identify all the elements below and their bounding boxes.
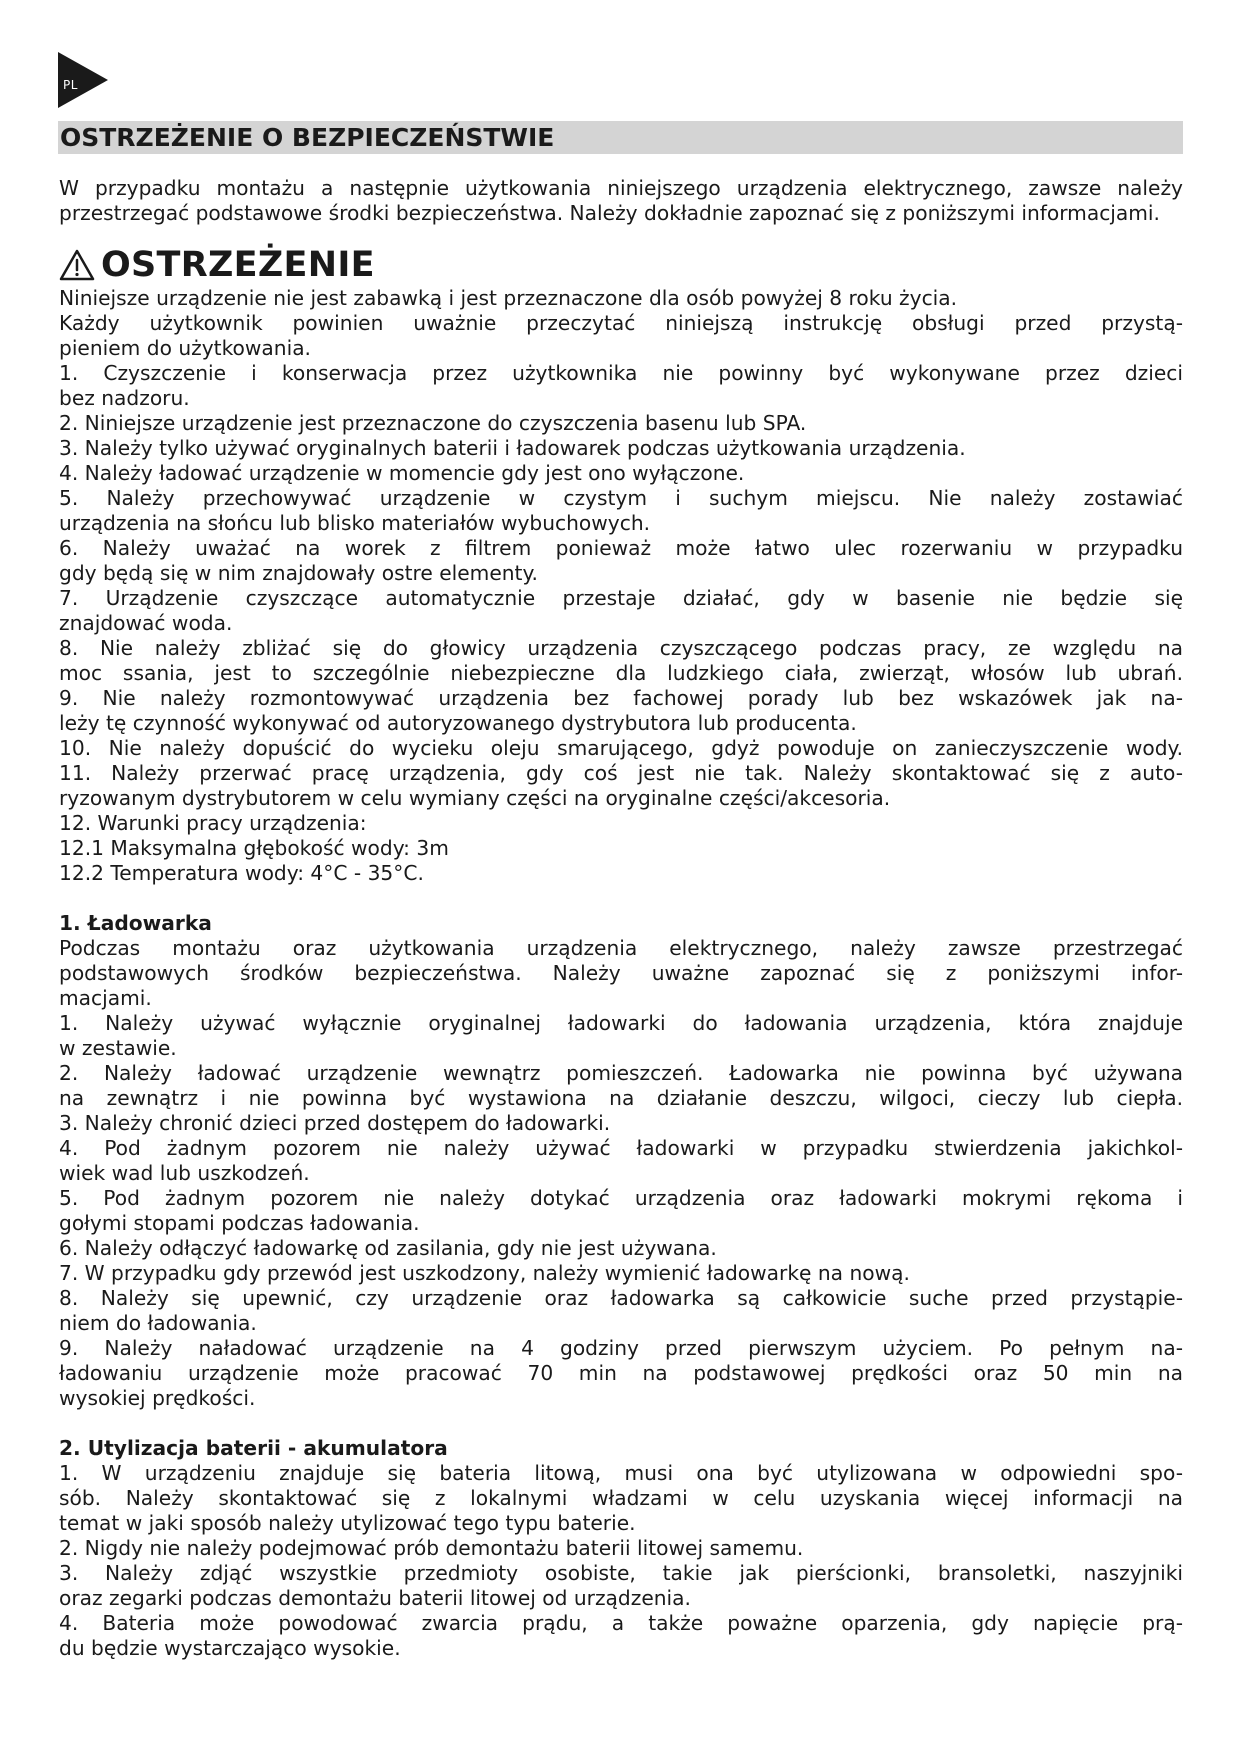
text-line: temat w jaki sposób należy utylizować tego typu baterie. bbox=[59, 1511, 636, 1535]
text-line: Podczas montażu oraz użytkowania urządzenia elektrycznego, należy zawsze przestrzegać bbox=[59, 936, 1183, 960]
text-line: 5. Pod żadnym pozorem nie należy dotykać urządzenia oraz ładowarki mokrymi rękoma i bbox=[59, 1186, 1183, 1210]
text-line: leży tę czynność wykonywać od autoryzowanego dystrybutora lub producenta. bbox=[59, 711, 857, 735]
text-line: wiek wad lub uszkodzeń. bbox=[59, 1161, 310, 1185]
text-line: 12.1 Maksymalna głębokość wody: 3m bbox=[59, 836, 449, 860]
text-line: wysokiej prędkości. bbox=[59, 1386, 256, 1410]
text-line: 7. Urządzenie czyszczące automatycznie przestaje działać, gdy w basenie nie będzie się bbox=[59, 586, 1183, 610]
text-line: 11. Należy przerwać pracę urządzenia, gdy coś jest nie tak. Należy skontaktować się z auto- bbox=[59, 761, 1183, 785]
text-line: sób. Należy skontaktować się z lokalnymi władzami w celu uzyskania więcej informacji na bbox=[59, 1486, 1183, 1510]
text-line: 9. Należy naładować urządzenie na 4 godziny przed pierwszym użyciem. Po pełnym na- bbox=[59, 1336, 1183, 1360]
text-line: 10. Nie należy dopuścić do wycieku oleju smarującego, gdyż powoduje on zanieczyszczenie wody. bbox=[59, 736, 1183, 760]
text-line: 12. Warunki pracy urządzenia: bbox=[59, 811, 367, 835]
text-line: 4. Pod żadnym pozorem nie należy używać ładowarki w przypadku stwierdzenia jakichkol- bbox=[59, 1136, 1183, 1160]
text-line: 2. Należy ładować urządzenie wewnątrz pomieszczeń. Ładowarka nie powinna być używana bbox=[59, 1061, 1183, 1085]
text-line: na zewnątrz i nie powinna być wystawiona na działanie deszczu, wilgoci, cieczy lub ciepła. bbox=[59, 1086, 1183, 1110]
language-label: PL bbox=[63, 78, 78, 92]
text-line: bez nadzoru. bbox=[59, 386, 190, 410]
battery-disposal-list bbox=[59, 1461, 1183, 1661]
document-body bbox=[59, 176, 1183, 1661]
text-line: 8. Należy się upewnić, czy urządzenie oraz ładowarka są całkowicie suche przed przystąpie- bbox=[59, 1286, 1183, 1310]
text-line: moc ssania, jest to szczególnie niebezpieczne dla ludzkiego ciała, zwierząt, włosów lub ubrań. bbox=[59, 661, 1183, 685]
intro-paragraph: W przypadku montażu a następnie użytkowania niniejszego urządzenia elektrycznego, zawsze należy przestrzegać podstawowe środki bezpieczeństwa. Należy dokładnie zapoznać się z poniższymi informacjami. bbox=[59, 176, 1183, 225]
text-line: oraz zegarki podczas demontażu baterii litowej od urządzenia. bbox=[59, 1586, 691, 1610]
text-line: 2. Niniejsze urządzenie jest przeznaczone do czyszczenia basenu lub SPA. bbox=[59, 411, 807, 435]
text-line: 6. Należy odłączyć ładowarkę od zasilania, gdy nie jest używana. bbox=[59, 1236, 717, 1260]
text-line: 2. Nigdy nie należy podejmować prób demontażu baterii litowej samemu. bbox=[59, 1536, 804, 1560]
warning-list bbox=[59, 286, 1183, 886]
text-line: 7. W przypadku gdy przewód jest uszkodzony, należy wymienić ładowarkę na nową. bbox=[59, 1261, 910, 1285]
text-line: macjami. bbox=[59, 986, 152, 1010]
text-line: du będzie wystarczająco wysokie. bbox=[59, 1636, 401, 1660]
text-line: 5. Należy przechowywać urządzenie w czystym i suchym miejscu. Nie należy zostawiać bbox=[59, 486, 1183, 510]
text-line: 1. W urządzeniu znajduje się bateria litową, musi ona być utylizowana w odpowiedni spo- bbox=[59, 1461, 1183, 1485]
text-line: ładowaniu urządzenie może pracować 70 min na podstawowej prędkości oraz 50 min na bbox=[59, 1361, 1183, 1385]
charger-list bbox=[59, 936, 1183, 1411]
text-line: 4. Bateria może powodować zwarcia prądu, a także poważne oparzenia, gdy napięcie prą- bbox=[59, 1611, 1183, 1635]
text-line: gdy będą się w nim znajdowały ostre elementy. bbox=[59, 561, 538, 585]
text-line: gołymi stopami podczas ładowania. bbox=[59, 1211, 420, 1235]
text-line: 1. Należy używać wyłącznie oryginalnej ładowarki do ładowania urządzenia, która znajduje bbox=[59, 1011, 1183, 1035]
text-line: 4. Należy ładować urządzenie w momencie gdy jest ono wyłączone. bbox=[59, 461, 745, 485]
section-title-charger: 1. Ładowarka bbox=[59, 911, 212, 935]
page-title: OSTRZEŻENIE O BEZPIECZEŃSTWIE bbox=[58, 121, 1183, 154]
text-line: 9. Nie należy rozmontowywać urządzenia bez fachowej porady lub bez wskazówek jak na- bbox=[59, 686, 1183, 710]
warning-triangle-icon bbox=[59, 249, 95, 281]
text-line: pieniem do użytkowania. bbox=[59, 336, 311, 360]
text-line: Każdy użytkownik powinien uważnie przeczytać niniejszą instrukcję obsługi przed przystą- bbox=[59, 311, 1183, 335]
text-line: 3. Należy chronić dzieci przed dostępem do ładowarki. bbox=[59, 1111, 611, 1135]
warning-title: OSTRZEŻENIE bbox=[101, 245, 375, 285]
text-line: 8. Nie należy zbliżać się do głowicy urządzenia czyszczącego podczas pracy, ze względu na bbox=[59, 636, 1183, 660]
text-line: w zestawie. bbox=[59, 1036, 177, 1060]
text-line: Niniejsze urządzenie nie jest zabawką i jest przeznaczone dla osób powyżej 8 roku życia. bbox=[59, 286, 958, 310]
text-line: urządzenia na słońcu lub blisko materiałów wybuchowych. bbox=[59, 511, 651, 535]
text-line: 6. Należy uważać na worek z filtrem ponieważ może łatwo ulec rozerwaniu w przypadku bbox=[59, 536, 1183, 560]
text-line: znajdować woda. bbox=[59, 611, 233, 635]
text-line: podstawowych środków bezpieczeństwa. Należy uważne zapoznać się z poniższymi infor- bbox=[59, 961, 1183, 985]
text-line: 3. Należy tylko używać oryginalnych baterii i ładowarek podczas użytkowania urządzenia. bbox=[59, 436, 966, 460]
text-line: 3. Należy zdjąć wszystkie przedmioty osobiste, takie jak pierścionki, bransoletki, naszyjniki bbox=[59, 1561, 1183, 1585]
text-line: ryzowanym dystrybutorem w celu wymiany części na oryginalne części/akcesoria. bbox=[59, 786, 891, 810]
section-title-battery-disposal: 2. Utylizacja baterii - akumulatora bbox=[59, 1436, 448, 1460]
text-line: niem do ładowania. bbox=[59, 1311, 257, 1335]
text-line: 1. Czyszczenie i konserwacja przez użytkownika nie powinny być wykonywane przez dzieci bbox=[59, 361, 1183, 385]
warning-heading bbox=[59, 244, 1183, 286]
text-line: 12.2 Temperatura wody: 4°C - 35°C. bbox=[59, 861, 424, 885]
